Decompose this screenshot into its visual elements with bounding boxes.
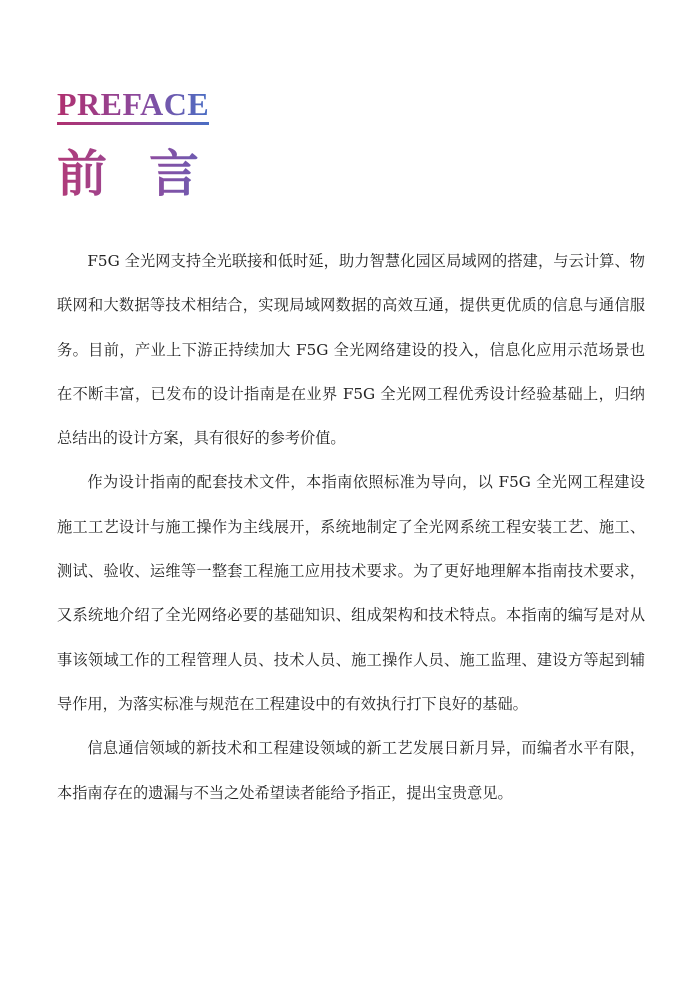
heading-english: PREFACE [57, 86, 210, 122]
heading-chinese: 前言 [57, 145, 241, 203]
paragraph-3: 信息通信领域的新技术和工程建设领域的新工艺发展日新月异，而编者水平有限，本指南存在的遗漏与不当之处希望读者能给予指正，提出宝贵意见。 [57, 739, 645, 802]
preface-body [57, 239, 645, 815]
heading-underline [57, 122, 209, 125]
paragraph-2: 作为设计指南的配套技术文件，本指南依照标准为导向，以 F5G 全光网工程建设施工工艺设计与施工操作为主线展开，系统地制定了全光网系统工程安装工艺、施工、测试、验收、运维等一整套工程施工应用技术要求。为了更好地理解本指南技术要求，又系统地介绍了全光网络必要的基础知识、组成架构和技术特点。本指南的编写是对从事该领域工作的工程管理人员、技术人员、施工操作人员、施工监理、建设方等起到辅导作用，为落实标准与规范在工程建设中的有效执行打下良好的基础。 [57, 473, 645, 713]
paragraph-1: F5G 全光网支持全光联接和低时延，助力智慧化园区局域网的搭建，与云计算、物联网和大数据等技术相结合，实现局域网数据的高效互通，提供更优质的信息与通信服务。目前，产业上下游正持续加大 F5G 全光网络建设的投入，信息化应用示范场景也在不断丰富，已发布的设计指南是在业界 F5G 全光网工程优秀设计经验基础上，归纳总结出的设计方案，具有很好的参考价值。 [57, 252, 645, 448]
